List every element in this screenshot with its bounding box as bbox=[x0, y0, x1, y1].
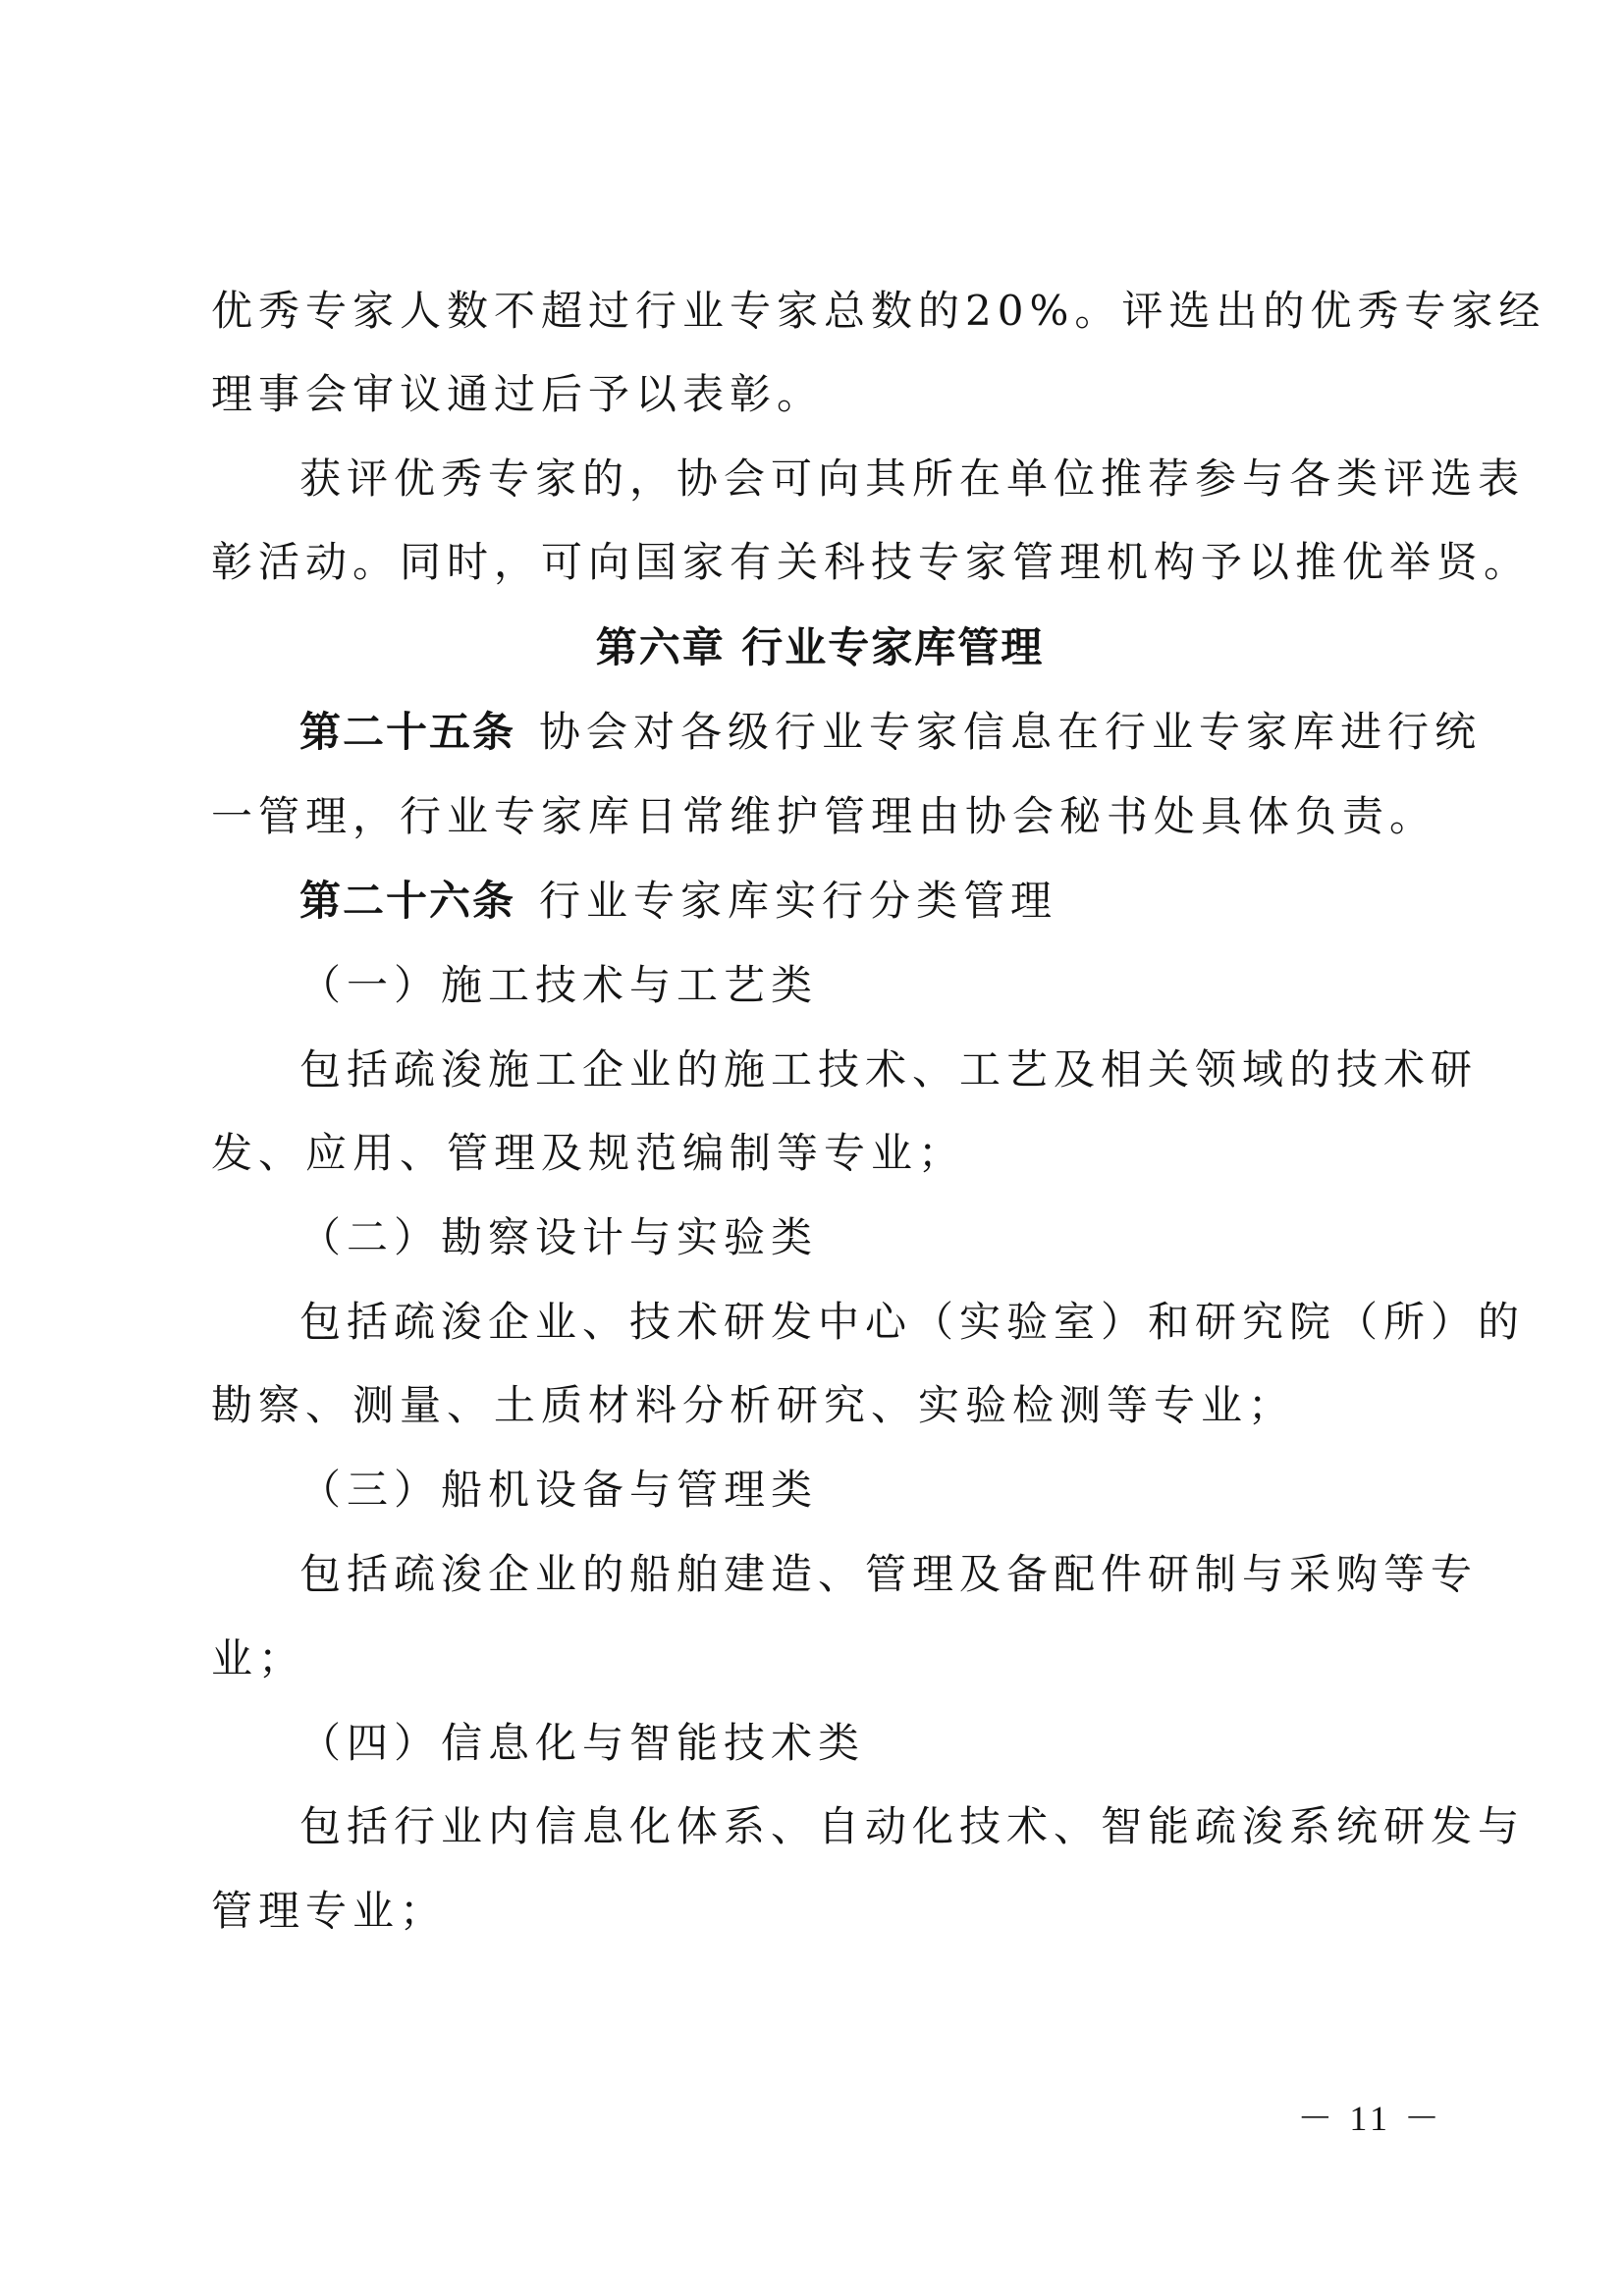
paragraph-line: 彰活动。同时，可向国家有关科技专家管理机构予以推优举贤。 bbox=[211, 538, 1532, 586]
article-25-label: 第二十五条 bbox=[299, 708, 516, 756]
category-description: 管理专业； bbox=[211, 1887, 448, 1935]
category-title: （四）信息化与智能技术类 bbox=[299, 1719, 866, 1767]
category-description: 发、应用、管理及规范编制等专业； bbox=[211, 1129, 966, 1177]
category-title: （二）勘察设计与实验类 bbox=[299, 1213, 819, 1261]
category-description: 包括疏浚企业、技术研发中心（实验室）和研究院（所）的 bbox=[299, 1298, 1526, 1346]
article-26-line bbox=[299, 872, 1429, 931]
article-26-text: 行业专家库实行分类管理 bbox=[539, 877, 1058, 925]
article-26-label: 第二十六条 bbox=[299, 877, 516, 925]
paragraph-line: 优秀专家人数不超过行业专家总数的20%。评选出的优秀专家经 bbox=[211, 287, 1546, 335]
article-25-text: 协会对各级行业专家信息在行业专家库进行统 bbox=[539, 708, 1483, 756]
paragraph-line: 理事会审议通过后予以表彰。 bbox=[211, 370, 825, 418]
category-description: 包括疏浚企业的船舶建造、管理及备配件研制与采购等专 bbox=[299, 1550, 1479, 1598]
category-title: （三）船机设备与管理类 bbox=[299, 1466, 819, 1514]
category-title: （一）施工技术与工艺类 bbox=[299, 961, 819, 1009]
paragraph-line: 一管理，行业专家库日常维护管理由协会秘书处具体负责。 bbox=[211, 792, 1437, 840]
page-number: － 11 － bbox=[1297, 2099, 1443, 2138]
category-description: 业； bbox=[211, 1634, 306, 1682]
category-description: 包括行业内信息化体系、自动化技术、智能疏浚系统研发与 bbox=[299, 1802, 1526, 1850]
paragraph-line: 获评优秀专家的，协会可向其所在单位推荐参与各类评选表 bbox=[299, 454, 1526, 503]
category-description: 包括疏浚施工企业的施工技术、工艺及相关领域的技术研 bbox=[299, 1045, 1479, 1094]
chapter-title: 第六章 行业专家库管理 bbox=[595, 623, 1045, 671]
category-description: 勘察、测量、土质材料分析研究、实验检测等专业； bbox=[211, 1381, 1296, 1429]
article-25-line bbox=[299, 703, 1483, 762]
